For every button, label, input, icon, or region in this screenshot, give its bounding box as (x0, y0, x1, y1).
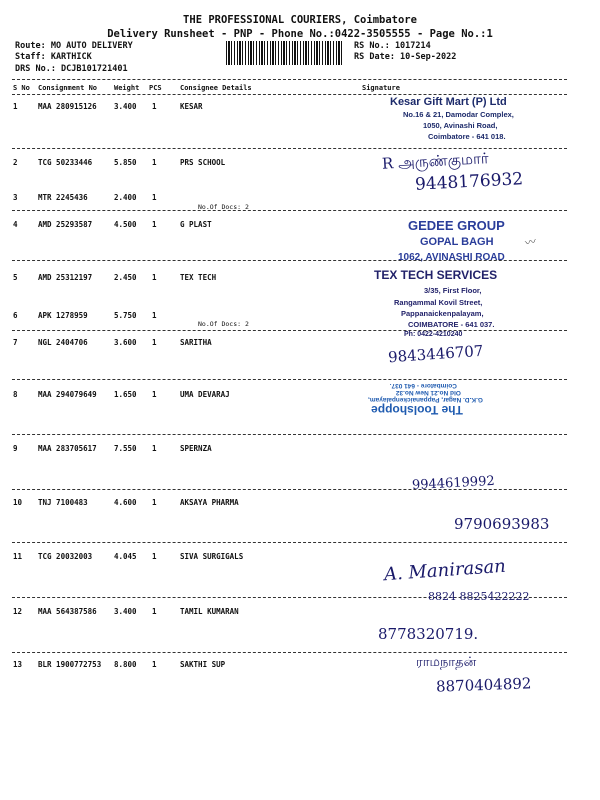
divider (12, 210, 567, 211)
cell-weight: 7.550 (114, 444, 137, 453)
rs-number: RS No.: 1017214 (354, 41, 431, 51)
cell-sno: 6 (13, 311, 18, 320)
cell-consignee: AKSAYA PHARMA (180, 498, 239, 507)
cell-consignee: SIVA SURGIGALS (180, 552, 244, 561)
cell-cons: MTR 2245436 (38, 193, 88, 202)
col-weight: Weight (114, 84, 140, 92)
cell-sno: 13 (13, 660, 23, 669)
cell-sno: 12 (13, 607, 23, 616)
cell-sno: 1 (13, 102, 18, 111)
toolshoppe-stamp-line: G.K.D. Nagar, Pappanaickenpalayam, (368, 396, 483, 403)
handwritten-name: R அருண்குமார் (381, 149, 490, 173)
kesar-stamp-line: Coimbatore - 641 018. (428, 132, 506, 141)
cell-pcs: 1 (152, 193, 157, 202)
cell-consignee: G PLAST (180, 220, 212, 229)
cell-cons: APK 1278959 (38, 311, 88, 320)
kesar-stamp-line: 1050, Avinashi Road, (423, 121, 498, 130)
toolshoppe-stamp-line: The Toolshoppe (371, 403, 463, 417)
textech-stamp-line: COIMBATORE - 641 037. (408, 320, 495, 329)
textech-stamp-line: 3/35, First Floor, (424, 286, 482, 295)
divider (12, 379, 567, 380)
cell-cons: TNJ 7100483 (38, 498, 88, 507)
divider (12, 434, 567, 435)
textech-stamp-line: Pappanaickenpalayam, (401, 309, 484, 318)
cell-weight: 3.400 (114, 607, 137, 616)
toolshoppe-stamp-line: Coimbatore - 641 037. (389, 382, 457, 389)
barcode (226, 41, 344, 65)
handwritten-phone: 8824 8825422222 (428, 590, 530, 603)
cell-weight: 3.600 (114, 338, 137, 347)
rs-date: RS Date: 10-Sep-2022 (354, 52, 457, 62)
cell-weight: 4.500 (114, 220, 137, 229)
cell-weight: 2.450 (114, 273, 137, 282)
staff-label: Staff: KARTHICK (15, 52, 92, 62)
handwritten-name: A. Manirasan (383, 555, 507, 586)
cell-cons: AMD 25293587 (38, 220, 93, 229)
cell-pcs: 1 (152, 311, 157, 320)
cell-consignee: KESAR (180, 102, 203, 111)
textech-stamp-line: Ph: 0422-4210240 (404, 331, 463, 338)
gedee-stamp-line: GEDEE GROUP (408, 218, 505, 233)
cell-pcs: 1 (152, 607, 157, 616)
cell-sno: 5 (13, 273, 18, 282)
toolshoppe-stamp (368, 382, 523, 417)
handwritten-phone: 9448176932 (414, 169, 524, 195)
cell-cons: TCG 50233446 (38, 158, 93, 167)
gedee-stamp-line: GOPAL BAGH (420, 236, 494, 248)
cell-pcs: 1 (152, 660, 157, 669)
cell-sno: 3 (13, 193, 18, 202)
cell-weight: 5.750 (114, 311, 137, 320)
cell-pcs: 1 (152, 444, 157, 453)
handwritten-phone: 8870404892 (435, 674, 532, 696)
cell-pcs: 1 (152, 158, 157, 167)
cell-pcs: 1 (152, 338, 157, 347)
col-pcs: PCS (149, 84, 162, 92)
handwritten-name: ராமநாதன் (416, 655, 477, 670)
textech-stamp-line: Rangammal Kovil Street, (394, 298, 483, 307)
cell-cons: MAA 280915126 (38, 102, 97, 111)
cell-cons: NGL 2404706 (38, 338, 88, 347)
handwritten-phone: 8778320719. (378, 625, 479, 643)
toolshoppe-stamp-line: Old No.21 New No.32 (395, 389, 461, 396)
gedee-stamp-line: 1062, AVINASHI ROAD (398, 252, 505, 263)
cell-pcs: 1 (152, 390, 157, 399)
document-title: THE PROFESSIONAL COURIERS, Coimbatore (183, 14, 417, 26)
cell-weight: 3.400 (114, 102, 137, 111)
divider (12, 94, 567, 95)
cell-consignee: SAKTHI SUP (180, 660, 226, 669)
cell-consignee: PRS SCHOOL (180, 158, 226, 167)
divider (12, 79, 567, 80)
cell-sno: 8 (13, 390, 18, 399)
divider (12, 542, 567, 543)
cell-sno: 11 (13, 552, 23, 561)
cell-cons: AMD 25312197 (38, 273, 93, 282)
cell-pcs: 1 (152, 102, 157, 111)
drs-number: DRS No.: DCJB101721401 (15, 64, 128, 74)
col-consignee: Consignee Details (180, 84, 252, 92)
docs-note: No.Of Docs: 2 (198, 203, 249, 211)
cell-sno: 10 (13, 498, 23, 507)
cell-weight: 8.800 (114, 660, 137, 669)
cell-consignee: SPERNZA (180, 444, 212, 453)
cell-consignee: UMA DEVARAJ (180, 390, 230, 399)
cell-consignee: TAMIL KUMARAN (180, 607, 239, 616)
divider (12, 330, 567, 331)
kesar-stamp-line: Kesar Gift Mart (P) Ltd (390, 96, 507, 108)
route-label: Route: MO AUTO DELIVERY (15, 41, 133, 51)
divider (12, 652, 567, 653)
cell-cons: MAA 283705617 (38, 444, 97, 453)
cell-pcs: 1 (152, 552, 157, 561)
cell-pcs: 1 (152, 220, 157, 229)
signature-scribble-icon: 〰 (523, 234, 538, 250)
cell-cons: MAA 564387586 (38, 607, 97, 616)
cell-sno: 7 (13, 338, 18, 347)
cell-pcs: 1 (152, 273, 157, 282)
cell-pcs: 1 (152, 498, 157, 507)
handwritten-phone: 9843446707 (387, 341, 484, 367)
kesar-stamp-line: No.16 & 21, Damodar Complex, (403, 110, 514, 119)
col-consignment: Consignment No (38, 84, 98, 92)
document-subtitle: Delivery Runsheet - PNP - Phone No.:0422-3505555 - Page No.:1 (107, 28, 493, 40)
cell-cons: BLR 1900772753 (38, 660, 102, 669)
textech-stamp-line: TEX TECH SERVICES (374, 268, 498, 282)
col-sno: S No (13, 84, 30, 92)
cell-weight: 4.045 (114, 552, 137, 561)
cell-consignee: SARITHA (180, 338, 212, 347)
cell-cons: TCG 20032003 (38, 552, 93, 561)
cell-consignee: TEX TECH (180, 273, 217, 282)
cell-weight: 5.850 (114, 158, 137, 167)
col-signature: Signature (362, 84, 400, 92)
handwritten-phone: 9790693983 (454, 515, 550, 533)
cell-weight: 2.400 (114, 193, 137, 202)
cell-weight: 4.600 (114, 498, 137, 507)
handwritten-phone: 9944619992 (411, 473, 496, 494)
cell-cons: MAA 294079649 (38, 390, 97, 399)
docs-note: No.Of Docs: 2 (198, 320, 249, 328)
cell-weight: 1.650 (114, 390, 137, 399)
cell-sno: 9 (13, 444, 18, 453)
cell-sno: 4 (13, 220, 18, 229)
cell-sno: 2 (13, 158, 18, 167)
